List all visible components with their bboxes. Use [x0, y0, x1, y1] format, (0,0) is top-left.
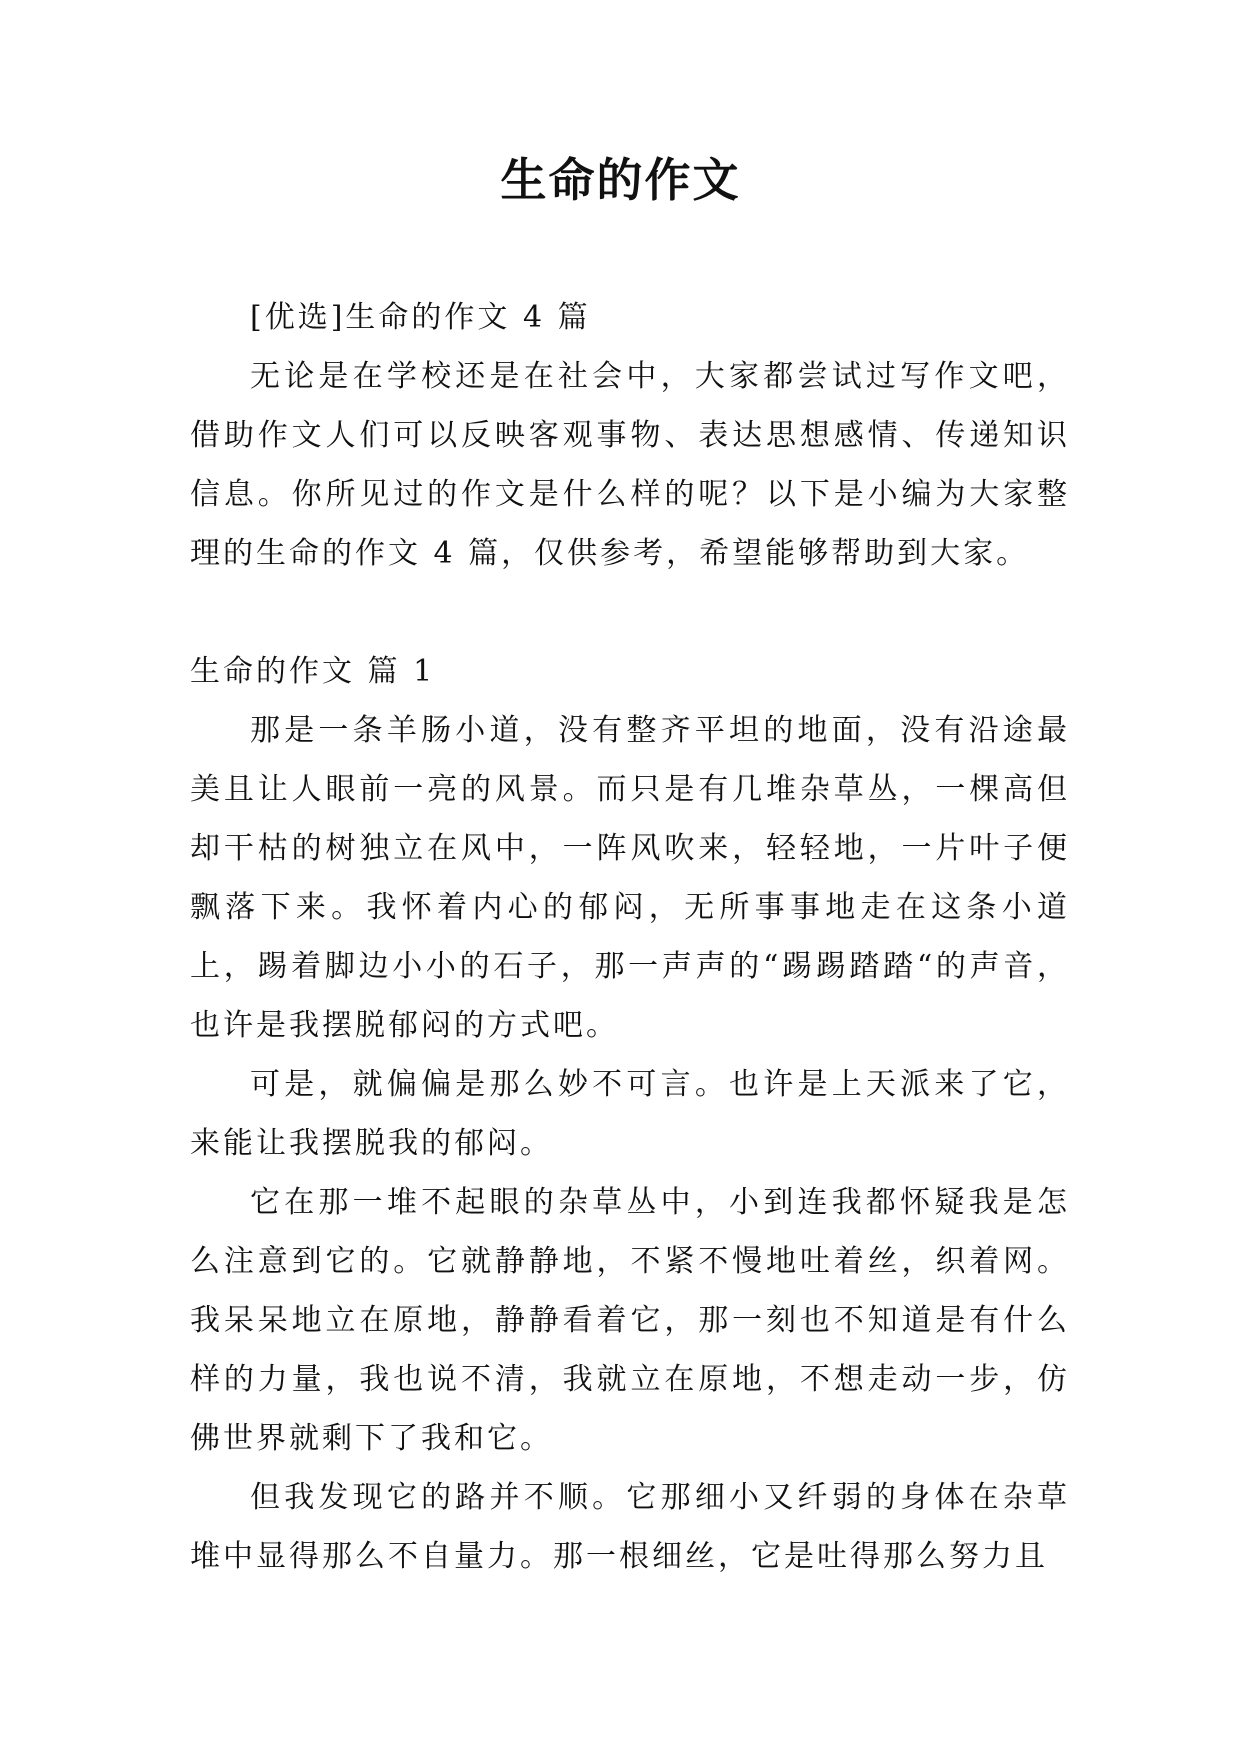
intro-paragraph: 无论是在学校还是在社会中，大家都尝试过写作文吧，借助作文人们可以反映客观事物、表达思想感情、传递知识信息。你所见过的作文是什么样的呢？以下是小编为大家整理的生命的作文 4 篇，仅供参考，希望能够帮助到大家。 [190, 359, 1070, 571]
document-title: 生命的作文 [500, 153, 741, 207]
body-paragraph: 它在那一堆不起眼的杂草丛中，小到连我都怀疑我是怎么注意到它的。它就静静地，不紧不慢地吐着丝，织着网。我呆呆地立在原地，静静看着它，那一刻也不知道是有什么样的力量，我也说不清，我就立在原地，不想走动一步，仿佛世界就剩下了我和它。 [190, 1185, 1070, 1456]
body-paragraph: 可是，就偏偏是那么妙不可言。也许是上天派来了它，来能让我摆脱我的郁闷。 [190, 1067, 1070, 1161]
body-paragraph: 但我发现它的路并不顺。它那细小又纤弱的身体在杂草堆中显得那么不自量力。那一根细丝，它是吐得那么努力且 [190, 1480, 1070, 1574]
document-subtitle: [优选]生命的作文 4 篇 [250, 300, 591, 335]
section-heading: 生命的作文 篇 1 [190, 654, 436, 689]
document-body [190, 288, 1070, 1586]
body-paragraph: 那是一条羊肠小道，没有整齐平坦的地面，没有沿途最美且让人眼前一亮的风景。而只是有几堆杂草丛，一棵高但却干枯的树独立在风中，一阵风吹来，轻轻地，一片叶子便飘落下来。我怀着内心的郁闷，无所事事地走在这条小道上，踢着脚边小小的石子，那一声声的“踢踢踏踏“的声音，也许是我摆脱郁闷的方式吧。 [190, 713, 1070, 1043]
